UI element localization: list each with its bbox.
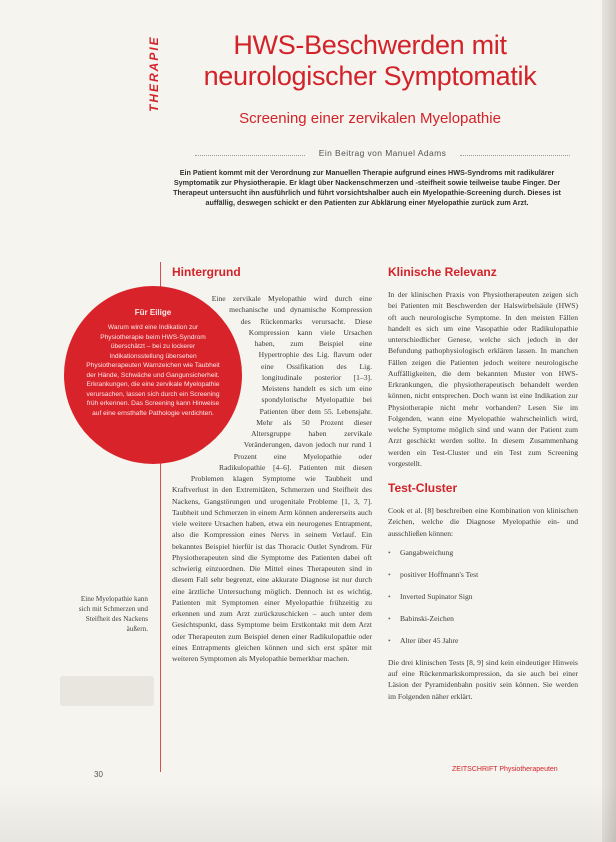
footer-journal: ZEITSCHRIFT Physiotherapeuten	[452, 766, 558, 773]
page-number: 30	[94, 770, 103, 779]
text-hintergrund: Eine zervikale Myelopathie wird durch eine mechanische und dynamische Kompression des Rückenmarks verursacht. Diese Kompression kann viele Ursachen haben, zum Beispiel eine Hypertrophie des Lig. flavum oder eine Ossifikation des Lig. longitudinale posterior [1–3]. Meistens handelt es sich um eine spondylotische Myelopathie bei Patienten über dem 55. Lebensjahr. Mehr als 50 Prozent dieser Altersgruppe haben zervikale Veränderungen, davon jedoch nur rund 1 Prozent eine Myelopathie oder Radikulopathie [4–6]. Patienten mit diesen Problemen klagen Symptome wie Taubheit und Kraftverlust in den Extremitäten, Schmerzen und Steifheit des Nackens, Gangstörungen und urogenitale Probleme [1, 3, 7]. Taubheit und Schmerzen in einem Arm können andererseits auch viele weitere Ursachen haben, etwa ein neurogenes Entrapment, also die Kompression eines Nervs in seinem Verlauf. Ein bekanntes Beispiel hierfür ist das Thoracic Outlet Syndrom. Für Physiotherapeuten sind die Symptome des Patienten dabei oft schwierig einzuordnen. Die Mittel eines Therapeuten sind in diesem Fall sehr begrenzt, eine akkurate Diagnose ist nur durch eine ärztliche Untersuchung möglich. Dennoch ist es wichtig, Patienten mit Symptomen einer Myelopathie frühzeitig zu erkennen und zum Arzt zurückzuschicken – auch unter dem Gesichtspunkt, dass Symptome beim Erstkontakt mit dem Arzt oder Therapeuten zum Beispiel denen einer Radikulopathie oder eines Entrapments gleichen können und sich erst später mit weiteren Symptomen als Myelopathie bemerkbar machen.	[172, 294, 372, 663]
byline-rule-left	[195, 155, 305, 156]
merke-title: Für Eilige	[134, 308, 172, 317]
list-item: • Alter über 45 Jahre	[388, 635, 578, 646]
article-title: HWS-Beschwerden mit neurologischer Symptomatik	[203, 30, 537, 91]
list-item: • Gangabweichung	[388, 547, 578, 558]
list-item: • Babinski-Zeichen	[388, 613, 578, 624]
scan-edge	[602, 0, 616, 842]
byline-rule-right	[460, 155, 570, 156]
lead-paragraph: Ein Patient kommt mit der Verordnung zur Manuellen Therapie aufgrund eines HWS-Syndroms mit radikulärer Symptomatik zur Physiotherapie. Er klagt über Nackenschmerzen und -steifheit sowie teilweise taube Finger. Der Therapeut untersucht ihn ausführlich und führt vorsichtshalber auch ein Myelopathie-Screening durch. Dieses ist auffällig, deswegen schickt er den Patienten zur Abklärung einer Myelopathie zurück zum Arzt.	[173, 168, 561, 207]
list-item: • positiver Hoffmann's Test	[388, 569, 578, 580]
heading-relevanz: Klinische Relevanz	[388, 265, 497, 279]
article-subtitle: Screening einer zervikalen Myelopathie	[239, 110, 501, 127]
column-right	[388, 265, 578, 702]
list-item: • Inverted Supinator Sign	[388, 591, 578, 602]
byline-row	[195, 148, 570, 162]
test-cluster-list	[388, 547, 578, 646]
margin-note: Eine Myelopathie kann sich mit Schmerzen und Steifheit des Nackens äußern.	[78, 595, 148, 633]
merke-text: Warum wird eine Indikation zur Physiotherapie beim HWS-Syndrom überschätzt – bei zu lockerer Indikationsstellung übersehen Physiotherapeuten Warnzeichen wie Taubheit der Hände, Schwäche und Gangunsicherheit. Erkrankungen, die eine zervikale Myelopathie verursachen, lassen sich durch ein Screening früh erkennen. Das Screening kann Hinweise auf eine ernsthafte Pathologie verdichten.	[86, 324, 220, 417]
text-relevanz: In der klinischen Praxis von Physiotherapeuten zeigen sich bei Patienten mit Beschwerden der Halswirbelsäule (HWS) oft auch neurologische Symptome. In den meisten Fällen handelt es sich um eine Vasopathie oder Radikulopathie unterschiedlicher Genese, welche sich jedoch in der Befundung pathophysiologisch erklären lassen. In manchen Fällen zeigen die Patienten jedoch weitere neurologische Auffälligkeiten, die dem bekannten Muster von HWS-Erkrankungen, die physiotherapeutisch behandelt werden können, nicht entsprechen. Doch wann ist eine Indikation zur Physiotherapie nicht mehr vorhanden? Lesen Sie im Folgenden, wann eine Myelopathie wahrscheinlich wird, welche Symptome möglich sind und wann der Patient zum Arzt geschickt werden sollte. In diesem Zusammenhang werden ein Test-Cluster und ein Test zum Screening vorgestellt.	[388, 290, 578, 468]
text-test-cluster-outro: Die drei klinischen Tests [8, 9] sind kein eindeutiger Hinweis auf eine Rückenmarkskompression, da sie auch bei einer Läsion der Pyramidenbahn positiv sein können. Sie werden im Folgenden näher erklärt.	[388, 657, 578, 701]
heading-test-cluster: Test-Cluster	[388, 481, 458, 495]
merke-circle	[64, 286, 242, 464]
section-tag: THERAPIE	[147, 35, 161, 112]
scan-shadow	[0, 782, 616, 842]
byline: Ein Beitrag von Manuel Adams	[318, 148, 447, 158]
faded-logo	[60, 676, 154, 706]
text-test-cluster-intro: Cook et al. [8] beschreiben eine Kombination von klinischen Zeichen, welche die Diagnose Myelopathie ein- und ausschließen können:	[388, 506, 578, 538]
heading-hintergrund: Hintergrund	[172, 265, 241, 279]
